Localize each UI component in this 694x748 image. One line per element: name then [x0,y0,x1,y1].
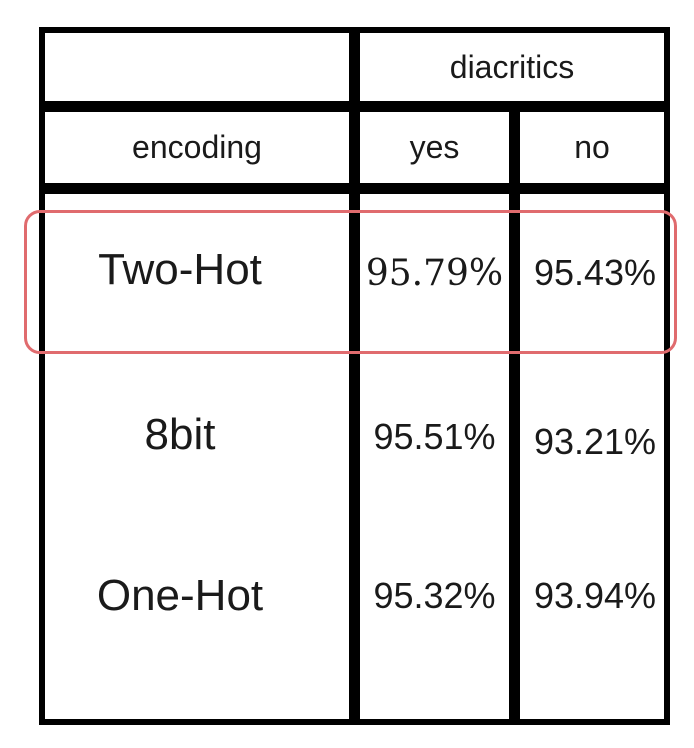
header-diacritics: diacritics [449,48,575,85]
cell-two-hot-no: 95.43% [533,252,657,293]
column-divider-yes-no [509,112,520,719]
cell-one-hot-yes: 95.32% [373,575,496,616]
row-label-one-hot: One-Hot [96,571,264,620]
cell-8bit-no: 93.21% [533,421,657,462]
header-encoding: encoding [132,129,262,165]
header-no: no [574,129,610,165]
column-divider-encoding [349,27,360,725]
cell-8bit-yes: 95.51% [373,416,496,457]
cell-one-hot-no: 93.94% [533,575,657,616]
row-label-two-hot: Two-Hot [98,245,262,294]
highlight-box [24,210,677,354]
header-yes: yes [409,129,460,165]
row-label-8bit: 8bit [144,410,216,459]
cell-two-hot-yes: 95.79% [365,252,504,294]
